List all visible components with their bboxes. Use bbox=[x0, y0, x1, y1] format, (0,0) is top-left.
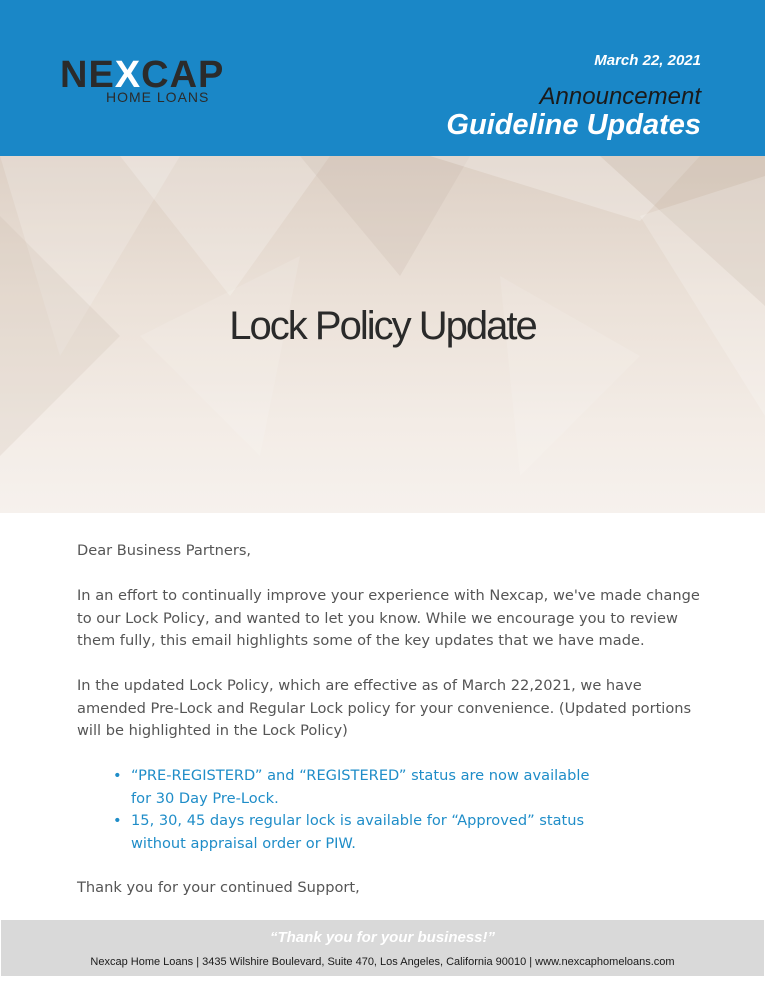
logo-text-cap: CAP bbox=[141, 54, 225, 96]
bullet-dot-icon: • bbox=[113, 812, 122, 829]
bullet-item bbox=[113, 765, 593, 810]
header-band bbox=[0, 0, 765, 156]
letter-closing: Thank you for your continued Support, bbox=[77, 879, 360, 896]
announcement-date: March 22, 2021 bbox=[594, 52, 701, 69]
logo-subtitle: HOME LOANS bbox=[106, 89, 210, 105]
logo-text-x: X bbox=[114, 54, 142, 96]
footer-band bbox=[1, 920, 764, 976]
update-bullet-list bbox=[113, 765, 593, 855]
nexcap-logo[interactable] bbox=[60, 55, 272, 107]
letter-greeting: Dear Business Partners, bbox=[77, 542, 252, 559]
bullet-text: “PRE-REGISTERD” and “REGISTERED” status are now available for 30 Day Pre-Lock. bbox=[131, 767, 590, 807]
hero-banner bbox=[0, 156, 765, 513]
announcement-label: Announcement bbox=[539, 83, 701, 110]
logo-text-ne: NE bbox=[60, 54, 115, 96]
bullet-text: 15, 30, 45 days regular lock is available for “Approved” status without appraisal order or PIW. bbox=[131, 812, 585, 852]
bullet-dot-icon: • bbox=[113, 767, 122, 784]
footer-address: Nexcap Home Loans | 3435 Wilshire Boulevard, Suite 470, Los Angeles, California 90010 | www.nexcaphomeloans.com bbox=[90, 956, 675, 968]
bullet-item bbox=[113, 810, 593, 855]
header-title: Guideline Updates bbox=[446, 109, 701, 141]
page-title: Lock Policy Update bbox=[229, 304, 536, 348]
letter-paragraph-2: In the updated Lock Policy, which are effective as of March 22,2021, we have amended Pre-Lock and Regular Lock policy for your convenience. (Updated portions will be highlighted in the Lock Policy) bbox=[77, 677, 692, 739]
letter-paragraph-1: In an effort to continually improve your experience with Nexcap, we've made change to our Lock Policy, and wanted to let you know. While we encourage you to review them fully, this email highlights some of the key updates that we have made. bbox=[77, 587, 700, 649]
footer-quote: “Thank you for your business!” bbox=[269, 929, 496, 946]
